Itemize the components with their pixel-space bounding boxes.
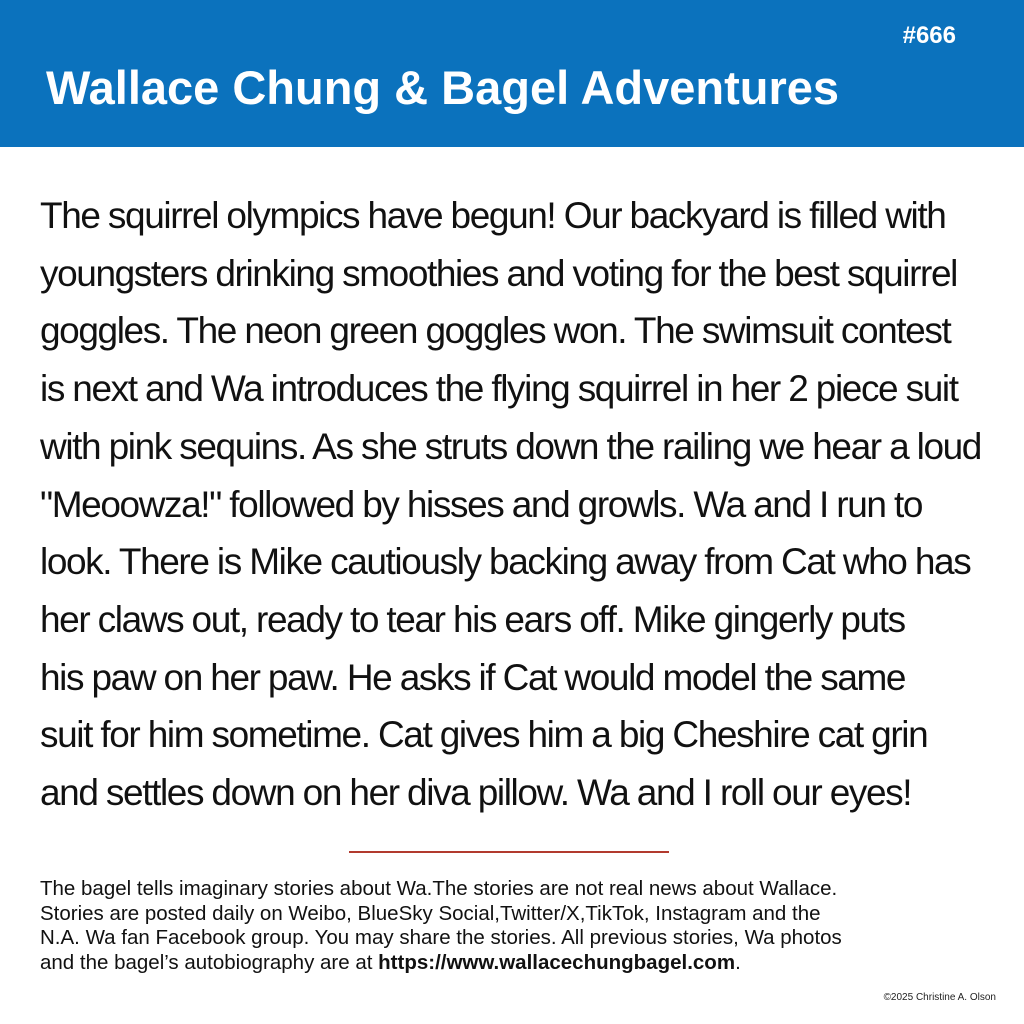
story-line: "Meoowza!" followed by hisses and growls. Wa and I run to <box>40 483 923 525</box>
story-text <box>40 187 1006 822</box>
header-banner <box>0 0 1024 147</box>
story-line: and settles down on her diva pillow. Wa and I roll our eyes! <box>40 772 912 814</box>
story-line: goggles. The neon green goggles won. The swimsuit contest <box>40 310 951 352</box>
story-line: with pink sequins. As she struts down the railing we hear a loud <box>40 425 981 467</box>
footer-url-suffix: . <box>735 950 741 974</box>
story-line: look. There is Mike cautiously backing away from Cat who has <box>40 541 971 583</box>
website-link[interactable]: https://www.wallacechungbagel.com <box>378 950 736 974</box>
story-line: his paw on her paw. He asks if Cat would model the same <box>40 656 906 698</box>
page-title: Wallace Chung & Bagel Adventures <box>46 61 840 114</box>
footer-line: and the bagel’s autobiography are at <box>40 950 379 974</box>
issue-number: #666 <box>902 22 956 49</box>
story-line: her claws out, ready to tear his ears off. Mike gingerly puts <box>40 598 905 640</box>
footer-line: Stories are posted daily on Weibo, BlueSky Social,Twitter/X,TikTok, Instagram and the <box>40 901 821 925</box>
story-line: The squirrel olympics have begun! Our backyard is filled with <box>40 195 946 236</box>
divider-line <box>349 851 669 853</box>
story-line: suit for him sometime. Cat gives him a big Cheshire cat grin <box>40 714 928 756</box>
footer-disclaimer <box>40 877 1000 975</box>
copyright-notice: ©2025 Christine A. Olson <box>883 992 996 1003</box>
footer-line-with-link <box>40 951 1000 976</box>
story-line: youngsters drinking smoothies and voting for the best squirrel <box>40 252 957 294</box>
story-line: is next and Wa introduces the flying squirrel in her 2 piece suit <box>40 368 958 410</box>
footer-line: N.A. Wa fan Facebook group. You may share the stories. All previous stories, Wa photos <box>40 926 842 949</box>
footer-line: The bagel tells imaginary stories about Wa.The stories are not real news about Wallace. <box>40 877 838 900</box>
